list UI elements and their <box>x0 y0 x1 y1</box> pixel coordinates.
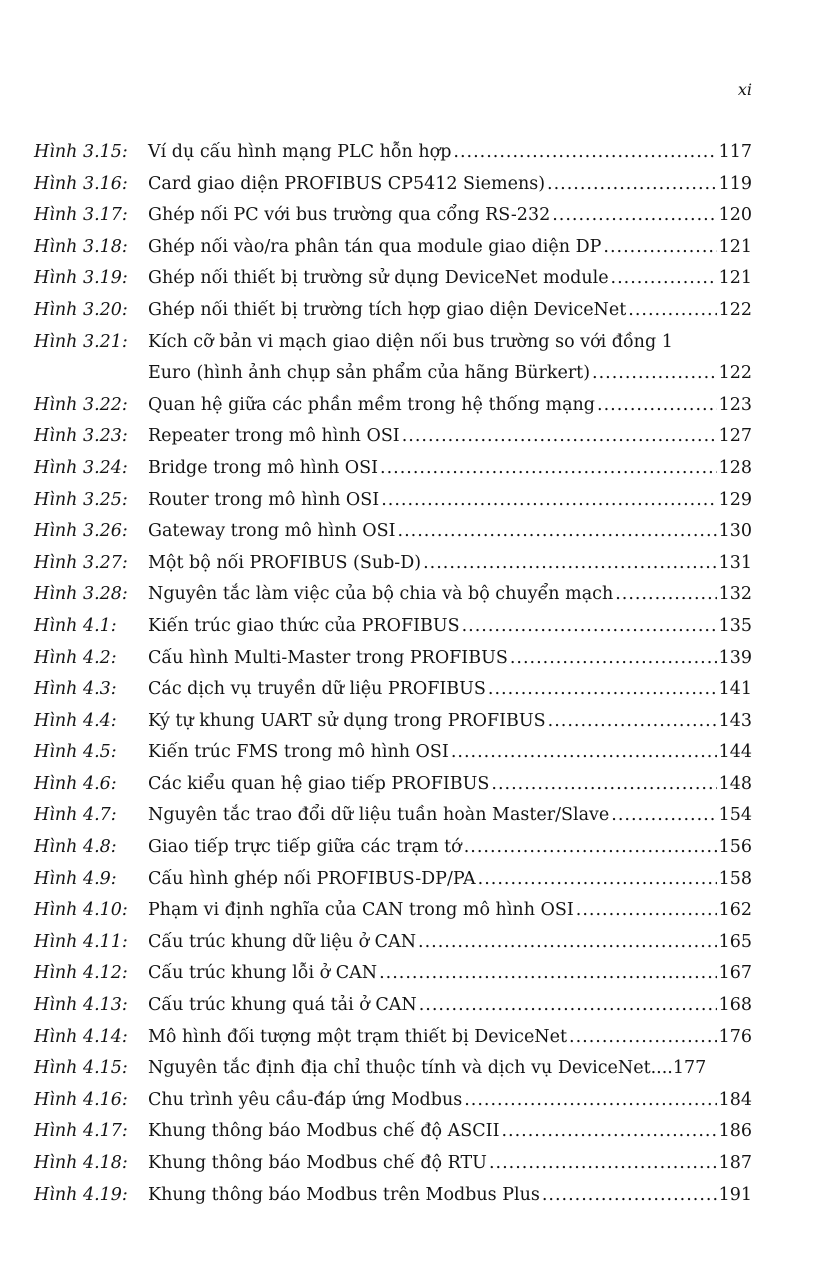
dot-leader <box>501 1116 716 1148</box>
page-ref: 119 <box>718 173 752 194</box>
dot-leader <box>548 706 717 738</box>
figure-entry <box>34 200 752 232</box>
figure-label: Hình 4.13: <box>34 995 128 1016</box>
figure-entry <box>34 1116 752 1148</box>
figure-caption: Các dịch vụ truyền dữ liệu PROFIBUS <box>148 679 486 700</box>
figure-caption: Các kiểu quan hệ giao tiếp PROFIBUS <box>148 773 490 794</box>
figure-caption: Nguyên tắc trao đổi dữ liệu tuần hoàn Master/Slave <box>148 805 610 826</box>
dot-leader <box>611 263 717 295</box>
figure-caption: Bridge trong mô hình OSI <box>148 457 379 478</box>
page-ref: 162 <box>718 900 752 921</box>
figure-label: Hình 4.19: <box>34 1184 128 1205</box>
figure-entry <box>34 485 752 517</box>
dot-leader <box>419 990 717 1022</box>
figure-caption: Ghép nối vào/ra phân tán qua module giao diện DP <box>148 236 602 257</box>
figure-caption: Euro (hình ảnh chụp sản phẩm của hãng Bürkert) <box>148 363 591 384</box>
figure-label: Hình 3.20: <box>34 299 128 320</box>
figure-label: Hình 4.5: <box>34 742 117 763</box>
page-ref: 131 <box>718 552 752 573</box>
figure-label: Hình 4.17: <box>34 1121 128 1142</box>
figure-caption: Kích cỡ bản vi mạch giao diện nối bus trường so với đồng 1 <box>148 331 673 352</box>
dot-leader <box>615 579 716 611</box>
figure-entry <box>34 1148 752 1180</box>
page-ref: 177 <box>672 1058 707 1079</box>
figure-label: Hình 3.16: <box>34 173 128 194</box>
figure-label: Hình 4.7: <box>34 805 117 826</box>
page-ref: 123 <box>718 394 752 415</box>
figure-label: Hình 4.12: <box>34 963 128 984</box>
page-ref: 154 <box>718 805 752 826</box>
figure-caption: Kiến trúc giao thức của PROFIBUS <box>148 615 460 636</box>
page-ref: 158 <box>718 868 752 889</box>
figure-list <box>34 137 752 1211</box>
figure-caption: Ví dụ cấu hình mạng PLC hỗn hợp <box>148 142 452 162</box>
dot-leader <box>491 769 716 801</box>
figure-caption: Ký tự khung UART sử dụng trong PROFIBUS <box>148 710 546 731</box>
figure-caption: Router trong mô hình OSI <box>148 489 380 510</box>
dot-leader <box>628 295 716 327</box>
figure-label: Hình 4.8: <box>34 837 117 858</box>
figure-entry <box>34 548 752 580</box>
figure-label: Hình 4.1: <box>34 615 117 636</box>
figure-entry <box>34 737 752 769</box>
figure-entry <box>34 895 752 927</box>
figure-caption: Cấu trúc khung dữ liệu ở CAN <box>148 931 417 952</box>
figure-entry <box>34 1022 752 1054</box>
dot-leader <box>379 958 717 990</box>
dot-leader <box>398 516 717 548</box>
figure-entry <box>34 232 752 264</box>
figure-caption: Cấu trúc khung lỗi ở CAN <box>148 963 378 984</box>
page-ref: 176 <box>718 1026 752 1047</box>
dot-leader <box>489 1148 717 1180</box>
page-ref: 168 <box>718 995 752 1016</box>
dot-leader <box>576 895 717 927</box>
figure-caption: Repeater trong mô hình OSI <box>148 426 400 447</box>
page-ref: 132 <box>718 584 752 605</box>
page-ref: 167 <box>718 963 752 984</box>
figure-label: Hình 4.18: <box>34 1153 128 1173</box>
figure-label: Hình 4.6: <box>34 773 117 794</box>
figure-caption: Quan hệ giữa các phần mềm trong hệ thống mạng <box>148 394 595 415</box>
figure-caption: Nguyên tắc làm việc của bộ chia và bộ chuyển mạch <box>148 584 614 605</box>
dot-leader <box>464 1085 716 1117</box>
figure-label: Hình 3.24: <box>34 457 128 478</box>
figure-caption: Khung thông báo Modbus chế độ RTU <box>148 1153 487 1173</box>
page-ref: 165 <box>718 931 752 952</box>
dot-leader <box>402 421 717 453</box>
page-ref: 128 <box>718 457 752 478</box>
figure-entry <box>34 1180 752 1212</box>
figure-label: Hình 4.11: <box>34 931 128 952</box>
dot-leader <box>464 832 717 864</box>
page-ref: 143 <box>718 710 752 731</box>
figure-entry <box>34 390 752 422</box>
figure-entry <box>34 832 752 864</box>
figure-entry <box>34 327 752 390</box>
dot-leader <box>418 927 717 959</box>
page-ref: 120 <box>718 205 752 226</box>
figure-caption: Kiến trúc FMS trong mô hình OSI <box>148 742 449 763</box>
dot-leader <box>569 1022 717 1054</box>
figure-label: Hình 3.25: <box>34 489 128 510</box>
figure-label: Hình 3.18: <box>34 236 128 257</box>
figure-label: Hình 4.2: <box>34 647 117 668</box>
figure-label: Hình 3.17: <box>34 205 128 226</box>
figure-caption: Khung thông báo Modbus chế độ ASCII <box>148 1121 500 1142</box>
figure-entry <box>34 643 752 675</box>
figure-entry <box>34 674 752 706</box>
figure-entry <box>34 1053 752 1085</box>
dot-leader <box>547 169 717 201</box>
dot-leader <box>380 453 717 485</box>
figure-label: Hình 3.28: <box>34 584 128 605</box>
figure-label: Hình 3.21: <box>34 331 128 352</box>
figure-caption: Cấu trúc khung quá tải ở CAN <box>148 995 417 1016</box>
figure-label: Hình 4.16: <box>34 1089 128 1110</box>
figure-entry <box>34 990 752 1022</box>
dot-leader <box>462 611 717 643</box>
figure-label: Hình 3.19: <box>34 268 128 289</box>
figure-entry <box>34 453 752 485</box>
page-ref: 186 <box>718 1121 752 1142</box>
page-number: xi <box>737 80 752 99</box>
page-ref: 117 <box>718 142 752 162</box>
page-ref: 144 <box>718 742 752 763</box>
figure-label: Hình 3.22: <box>34 394 128 415</box>
figure-entry <box>34 611 752 643</box>
page-ref: 121 <box>718 236 752 257</box>
figure-label: Hình 4.4: <box>34 710 117 731</box>
figure-label: Hình 3.27: <box>34 552 128 573</box>
figure-label: Hình 4.10: <box>34 900 128 921</box>
dot-leader <box>453 137 716 169</box>
figure-entry <box>34 769 752 801</box>
page-ref: 156 <box>718 837 752 858</box>
figure-label: Hình 3.15: <box>34 142 128 162</box>
dot-leader <box>510 643 717 675</box>
dot-leader <box>423 548 717 580</box>
page-ref: 148 <box>718 773 752 794</box>
figure-caption: Một bộ nối PROFIBUS (Sub-D) <box>148 552 422 573</box>
page-ref: 121 <box>718 268 752 289</box>
figure-entry <box>34 864 752 896</box>
dot-leader <box>381 485 716 517</box>
figure-label: Hình 3.23: <box>34 426 128 447</box>
dot-leader <box>611 800 716 832</box>
dot-leader <box>478 864 717 896</box>
page-ref: 139 <box>718 647 752 668</box>
figure-caption: Ghép nối thiết bị trường tích hợp giao diện DeviceNet <box>148 299 627 320</box>
figure-caption: Chu trình yêu cầu-đáp ứng Modbus <box>148 1089 463 1110</box>
figure-entry <box>34 137 752 169</box>
figure-entry <box>34 169 752 201</box>
dot-leader <box>597 390 717 422</box>
figure-caption: Nguyên tắc định địa chỉ thuộc tính và dịch vụ DeviceNet.... <box>148 1058 673 1079</box>
figure-entry <box>34 263 752 295</box>
figure-label: Hình 4.15: <box>34 1058 128 1079</box>
page-ref: 130 <box>718 521 752 542</box>
figure-caption: Khung thông báo Modbus trên Modbus Plus <box>148 1184 540 1205</box>
page-ref: 191 <box>718 1184 752 1205</box>
dot-leader <box>542 1180 717 1212</box>
figure-caption: Ghép nối thiết bị trường sử dụng DeviceNet module <box>148 268 609 289</box>
figure-entry <box>34 958 752 990</box>
page-ref: 187 <box>718 1153 752 1173</box>
figure-label: Hình 4.3: <box>34 679 117 700</box>
figure-caption: Card giao diện PROFIBUS CP5412 Siemens) <box>148 173 546 194</box>
figure-caption: Ghép nối PC với bus trường qua cổng RS-232 <box>148 205 551 226</box>
page-ref: 129 <box>718 489 752 510</box>
figure-caption: Cấu hình ghép nối PROFIBUS-DP/PA <box>148 868 476 889</box>
page-ref: 122 <box>718 363 752 384</box>
dot-leader <box>552 200 716 232</box>
dot-leader <box>488 674 717 706</box>
figure-label: Hình 3.26: <box>34 521 128 542</box>
figure-caption: Giao tiếp trực tiếp giữa các trạm tớ <box>148 837 462 858</box>
figure-entry <box>34 421 752 453</box>
dot-leader <box>603 232 716 264</box>
figure-caption: Mô hình đối tượng một trạm thiết bị DeviceNet <box>148 1026 568 1047</box>
figure-caption: Gateway trong mô hình OSI <box>148 521 396 542</box>
figure-caption: Cấu hình Multi-Master trong PROFIBUS <box>148 647 508 668</box>
figure-label: Hình 4.14: <box>34 1026 128 1047</box>
page-ref: 184 <box>718 1089 752 1110</box>
page-ref: 127 <box>718 426 752 447</box>
figure-entry <box>34 295 752 327</box>
figure-entry <box>34 1085 752 1117</box>
figure-entry <box>34 927 752 959</box>
page-ref: 135 <box>718 615 752 636</box>
figure-label: Hình 4.9: <box>34 868 117 889</box>
figure-entry <box>34 706 752 738</box>
page-ref: 122 <box>718 299 752 320</box>
figure-entry <box>34 800 752 832</box>
dot-leader <box>451 737 717 769</box>
figure-caption: Phạm vi định nghĩa của CAN trong mô hình OSI <box>148 900 574 921</box>
figure-entry <box>34 579 752 611</box>
dot-leader <box>592 358 717 390</box>
figure-entry <box>34 516 752 548</box>
page-ref: 141 <box>718 679 752 700</box>
